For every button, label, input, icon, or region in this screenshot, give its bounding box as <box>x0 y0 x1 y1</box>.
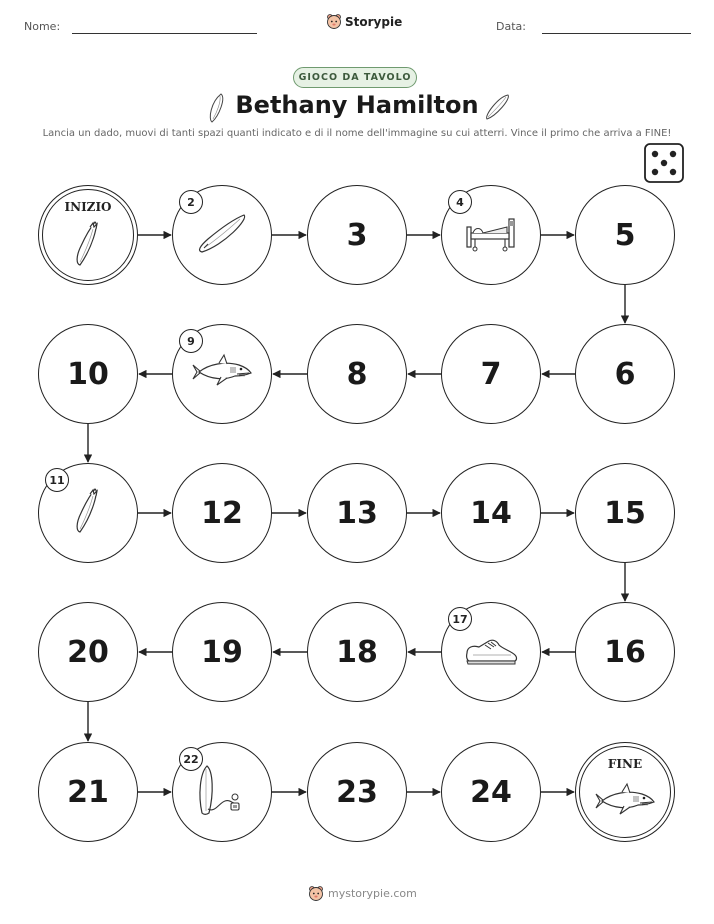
space-number-badge: 9 <box>179 329 203 353</box>
hospital-bed-icon <box>463 213 519 257</box>
name-label: Nome: <box>24 20 61 33</box>
space-number-badge: 4 <box>448 190 472 214</box>
board-space-16 <box>575 602 675 702</box>
footer-url: mystorypie.com <box>328 887 417 900</box>
space-number: 5 <box>614 217 636 253</box>
shark-icon <box>594 782 656 824</box>
board-space-24 <box>441 742 541 842</box>
space-number-badge: 17 <box>448 607 472 631</box>
board-space-5 <box>575 185 675 285</box>
board-space-15 <box>575 463 675 563</box>
footer <box>308 885 417 902</box>
board-space-19 <box>172 602 272 702</box>
space-number: 23 <box>336 774 378 810</box>
board-space-7 <box>441 324 541 424</box>
space-number: 16 <box>604 634 646 670</box>
surfboard-bitten-icon <box>68 218 108 274</box>
space-number: 10 <box>67 356 109 392</box>
surfboard-bitten-icon <box>68 485 108 541</box>
board-space-23 <box>307 742 407 842</box>
space-number-badge: 11 <box>45 468 69 492</box>
space-number: 6 <box>614 356 636 392</box>
date-label: Data: <box>496 20 526 33</box>
space-number: 18 <box>336 634 378 670</box>
board-space-18 <box>307 602 407 702</box>
storypie-mascot-icon <box>308 885 324 902</box>
space-number-badge: 2 <box>179 190 203 214</box>
sneaker-icon <box>463 633 519 671</box>
instructions-text: Lancia un dado, muovi di tanti spazi quanti indicato e di il nome dell'immagine su cui atterri. Vince il primo che arriva a FINE! <box>42 128 672 139</box>
board-space-3 <box>307 185 407 285</box>
start-label: INIZIO <box>64 200 112 214</box>
start-space <box>38 185 138 285</box>
space-number-badge: 22 <box>179 747 203 771</box>
space-number: 12 <box>201 495 243 531</box>
board-space-10 <box>38 324 138 424</box>
board-space-20 <box>38 602 138 702</box>
board-space-8 <box>307 324 407 424</box>
surfboard-icon <box>194 211 250 259</box>
space-number: 19 <box>201 634 243 670</box>
space-number: 24 <box>470 774 512 810</box>
category-badge: GIOCO DA TAVOLO <box>293 67 417 88</box>
space-number: 7 <box>480 356 502 392</box>
brand-name: Storypie <box>345 14 403 29</box>
space-number: 21 <box>67 774 109 810</box>
space-number: 14 <box>470 495 512 531</box>
space-number: 8 <box>346 356 368 392</box>
board-space-6 <box>575 324 675 424</box>
space-number: 3 <box>346 217 368 253</box>
shark-icon <box>191 353 253 395</box>
page-title: Bethany Hamilton <box>235 91 479 119</box>
board-space-21 <box>38 742 138 842</box>
space-number: 13 <box>336 495 378 531</box>
space-number: 15 <box>604 495 646 531</box>
board-space-14 <box>441 463 541 563</box>
space-number: 20 <box>67 634 109 670</box>
finish-space <box>575 742 675 842</box>
surfboard-leash-icon <box>193 763 251 821</box>
finish-label: FINE <box>607 757 643 771</box>
board-space-13 <box>307 463 407 563</box>
board-space-12 <box>172 463 272 563</box>
